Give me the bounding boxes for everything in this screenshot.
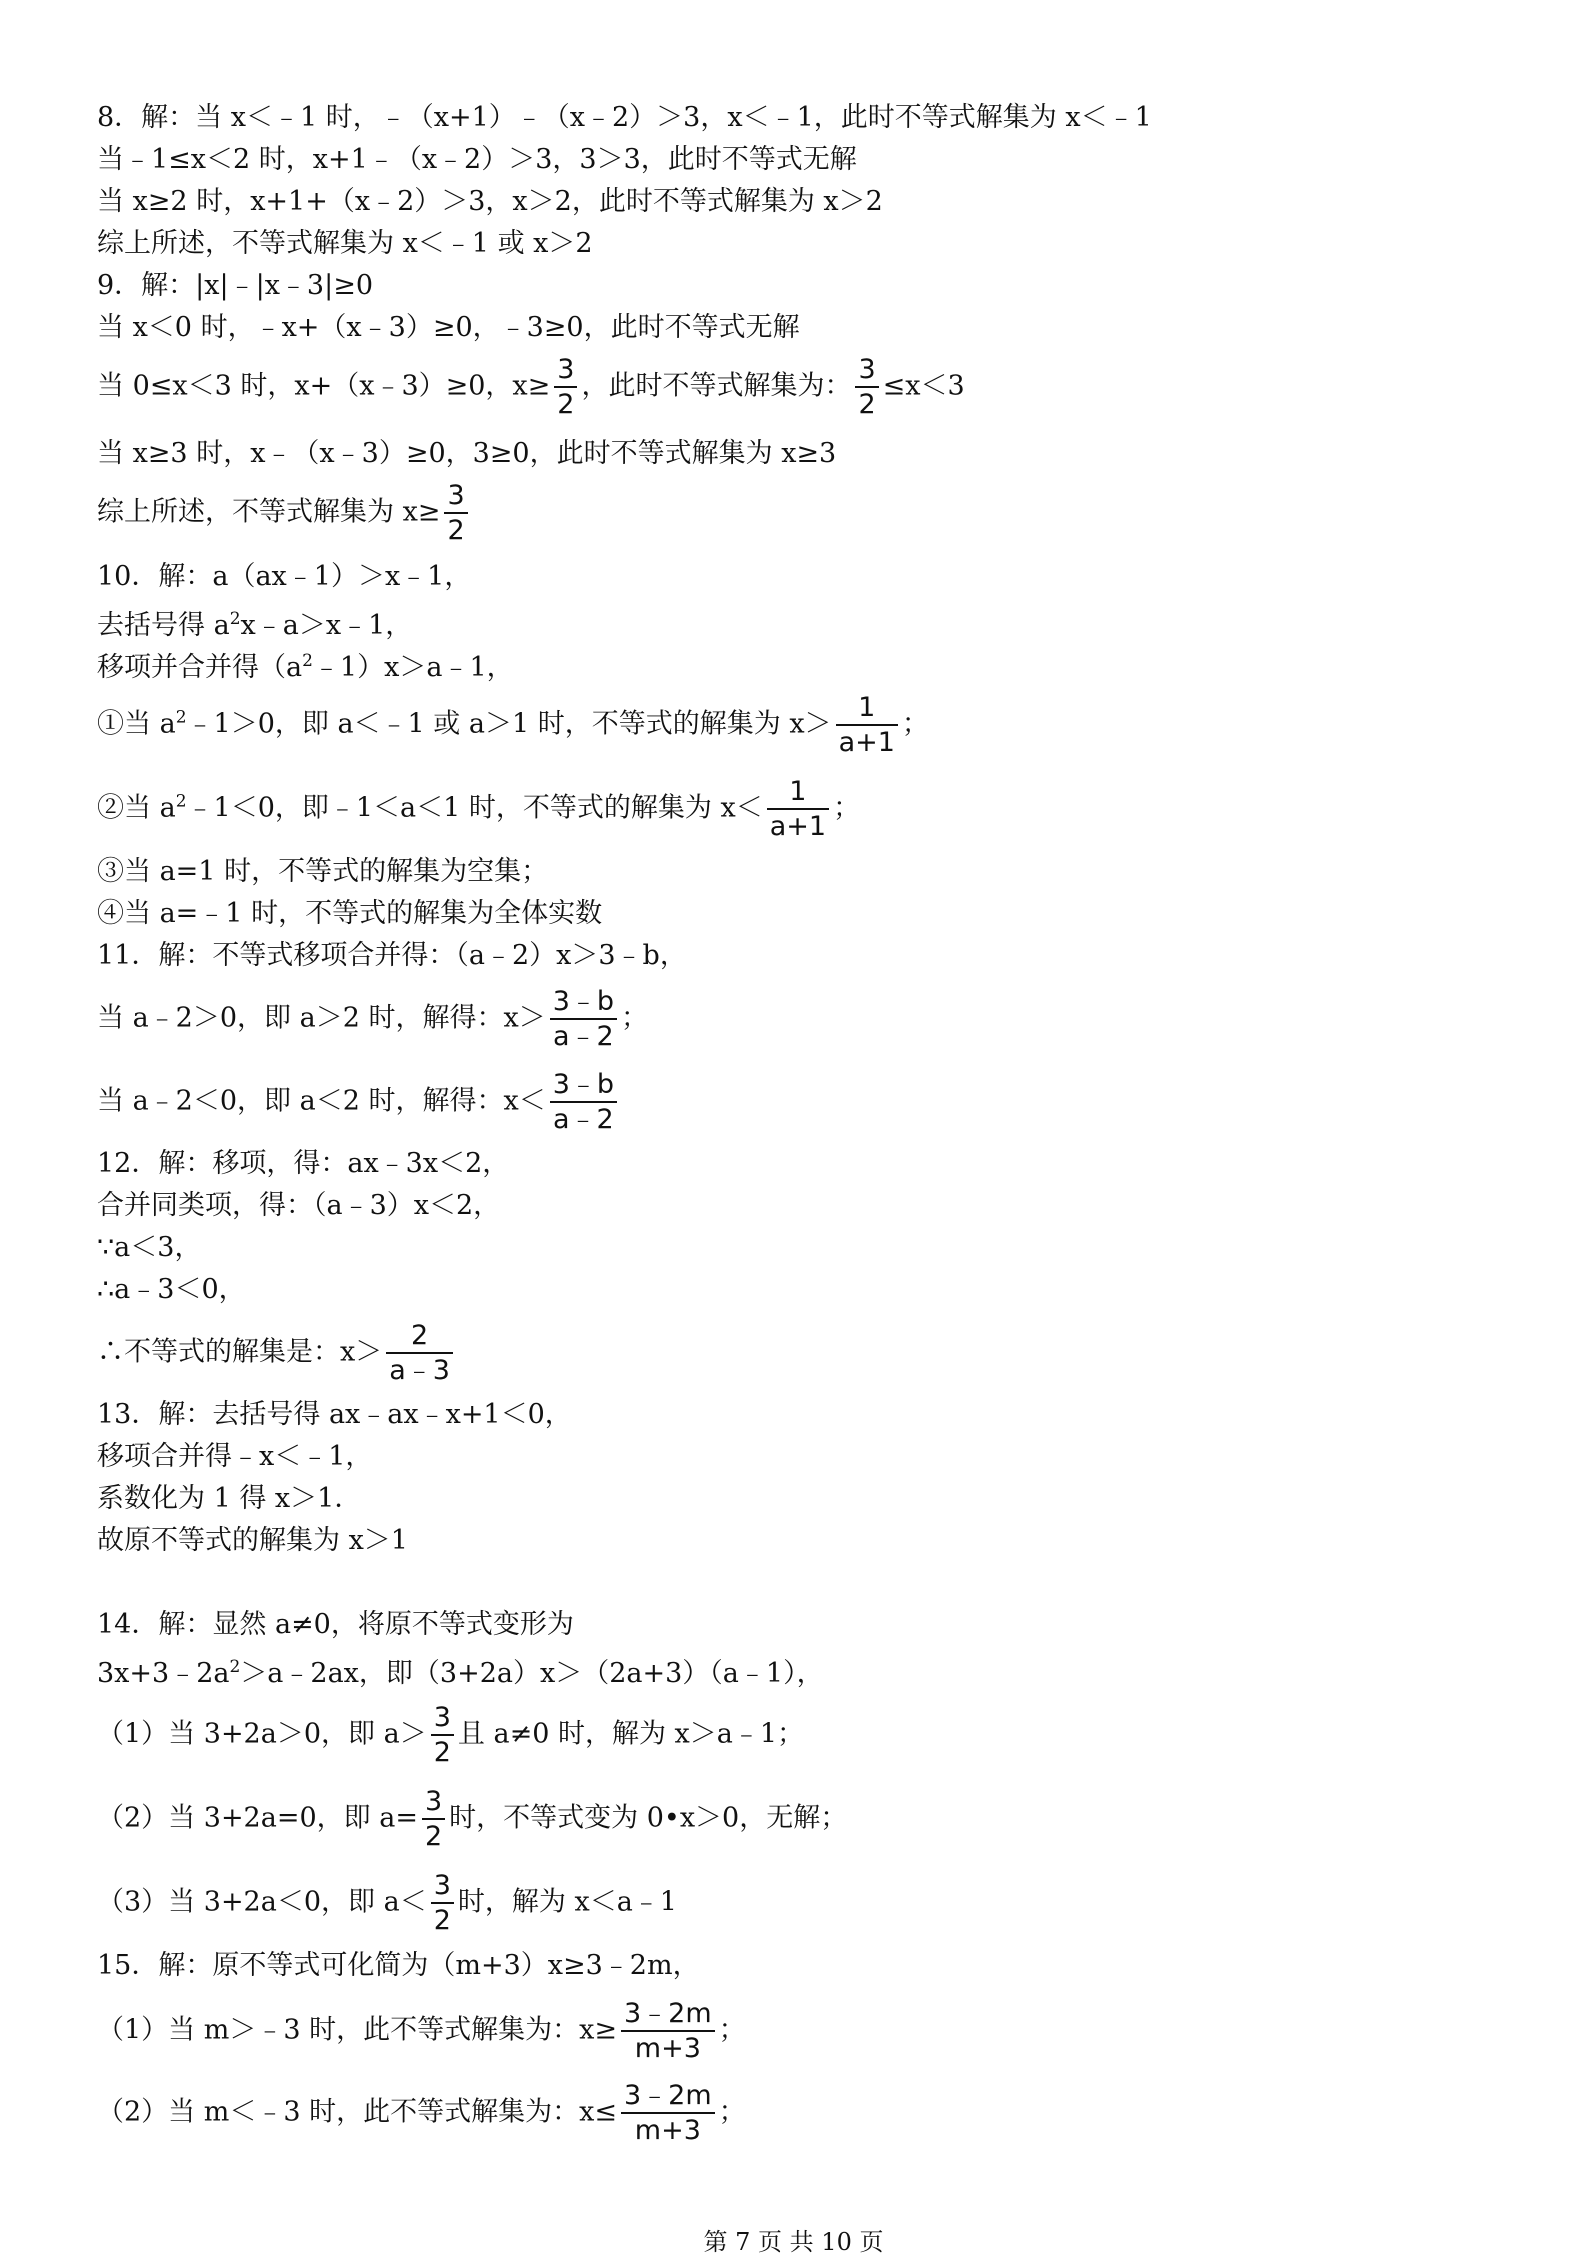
superscript: 2 xyxy=(302,651,313,671)
fraction-numerator: 3 xyxy=(447,480,465,511)
fraction xyxy=(550,1071,617,1133)
solution-12-conclusion xyxy=(97,1322,1527,1384)
text-segment: 当 a﹣2＜0，即 a＜2 时，解得：x＜ xyxy=(97,1085,546,1117)
solution-10-line-1: 10．解：a（ax﹣1）＞x﹣1， xyxy=(97,561,472,592)
fraction-denominator: m+3 xyxy=(621,2030,715,2062)
text-segment: ﹣1＞0，即 a＜﹣1 或 a＞1 时，不等式的解集为 x＞ xyxy=(186,708,832,740)
fraction-denominator: a﹣2 xyxy=(550,1018,617,1050)
fraction xyxy=(621,2000,715,2062)
solution-12-line-2: 合并同类项，得：（a﹣3）x＜2， xyxy=(97,1190,501,1221)
fraction-numerator: 1 xyxy=(789,776,807,807)
solution-11-line-1: 11．解：不等式移项合并得：（a﹣2）x＞3﹣b， xyxy=(97,940,687,971)
solution-14-case-3 xyxy=(97,1872,1527,1934)
text-segment: （2）当 3+2a=0，即 a= xyxy=(97,1802,418,1834)
solution-15-line-1: 15．解：原不等式可化简为（m+3）x≥3﹣2m， xyxy=(97,1950,700,1981)
fraction-numerator: 3﹣b xyxy=(552,1069,615,1100)
fraction-denominator: a+1 xyxy=(767,808,829,840)
text-segment: ＞a﹣2ax，即（3+2a）x＞（2a+3）（a﹣1）， xyxy=(240,1658,824,1689)
text-segment: ∴不等式的解集是：x＞ xyxy=(97,1336,383,1368)
solution-8-line-3: 当 x≥2 时，x+1+（x﹣2）＞3，x＞2，此时不等式解集为 x＞2 xyxy=(97,186,883,217)
fraction-denominator: m+3 xyxy=(621,2112,715,2144)
fraction-numerator: 3 xyxy=(858,354,876,385)
text-segment: （1）当 m＞﹣3 时，此不等式解集为：x≥ xyxy=(97,2014,617,2046)
solution-9-line-2: 当 x＜0 时，﹣x+（x﹣3）≥0，﹣3≥0，此时不等式无解 xyxy=(97,312,800,343)
superscript: 2 xyxy=(175,791,187,812)
solution-11-case-1 xyxy=(97,988,1527,1050)
superscript: 2 xyxy=(229,1657,241,1677)
solution-13-line-1: 13．解：去括号得 ax﹣ax﹣x+1＜0， xyxy=(97,1399,572,1430)
solution-10-case-1 xyxy=(97,694,1527,756)
fraction xyxy=(431,1704,454,1766)
solution-15-case-2 xyxy=(97,2082,1527,2144)
text-segment: 当 0≤x＜3 时，x+（x﹣3）≥0，x≥ xyxy=(97,370,551,402)
text-segment: 移项并合并得（a xyxy=(97,652,303,683)
fraction xyxy=(444,482,467,544)
solution-9-conclusion xyxy=(97,482,1527,544)
solution-10-line-2 xyxy=(97,602,1527,643)
text-segment: 3x+3﹣2a xyxy=(97,1658,230,1689)
solution-13-line-3: 系数化为 1 得 x＞1． xyxy=(97,1483,362,1514)
text-segment: 且 a≠0 时，解为 x＞a﹣1； xyxy=(457,1718,805,1750)
text-segment: ； xyxy=(718,2014,746,2046)
fraction-numerator: 3 xyxy=(424,1786,443,1817)
text-segment: 去括号得 a xyxy=(97,610,230,641)
text-segment: 时，不等式变为 0•x＞0，无解； xyxy=(449,1802,848,1834)
fraction xyxy=(855,356,878,418)
fraction-denominator: 2 xyxy=(431,1902,454,1934)
superscript: 2 xyxy=(229,609,241,629)
fraction-numerator: 3 xyxy=(433,1702,451,1733)
fraction xyxy=(386,1322,453,1384)
solution-10-case-4: ④当 a=﹣1 时，不等式的解集为全体实数 xyxy=(97,898,603,929)
solution-12-line-4: ∴a﹣3＜0， xyxy=(97,1274,246,1305)
fraction xyxy=(554,356,577,418)
text-segment: ≤x＜3 xyxy=(882,370,965,402)
fraction-denominator: 2 xyxy=(444,512,467,544)
fraction xyxy=(422,1788,445,1850)
text-segment: （1）当 3+2a＞0，即 a＞ xyxy=(97,1718,427,1750)
text-segment: 综上所述，不等式解集为 x≥ xyxy=(97,496,441,528)
solution-13-line-2: 移项合并得﹣x＜﹣1， xyxy=(97,1441,373,1472)
solution-10-case-3: ③当 a=1 时，不等式的解集为空集； xyxy=(97,856,549,887)
text-segment: ①当 a xyxy=(97,708,176,740)
solution-14-case-2 xyxy=(97,1788,1527,1850)
fraction-numerator: 3﹣2m xyxy=(623,1998,712,2029)
solution-8-line-2: 当﹣1≤x＜2 时，x+1﹣（x﹣2）＞3，3＞3，此时不等式无解 xyxy=(97,144,857,175)
text-segment: ﹣1）x＞a﹣1， xyxy=(312,652,514,683)
text-segment: ； xyxy=(718,2096,746,2128)
page-footer: 第 7 页 共 10 页 xyxy=(703,2228,884,2256)
solution-9-line-3 xyxy=(97,356,1527,418)
text-segment: （2）当 m＜﹣3 时，此不等式解集为：x≤ xyxy=(97,2096,617,2128)
solution-8-line-1: 8．解：当 x＜﹣1 时，﹣（x+1）﹣（x﹣2）＞3，x＜﹣1，此时不等式解集为 x＜﹣1 xyxy=(97,102,1152,133)
text-segment: ﹣1＜0，即﹣1＜a＜1 时，不等式的解集为 x＜ xyxy=(186,792,763,824)
fraction xyxy=(550,988,617,1050)
text-segment: ，此时不等式解集为： xyxy=(581,370,852,402)
text-segment: 当 a﹣2＞0，即 a＞2 时，解得：x＞ xyxy=(97,1002,546,1034)
text-segment: ； xyxy=(621,1002,649,1034)
text-segment: ； xyxy=(901,708,929,740)
fraction-denominator: 2 xyxy=(422,1818,445,1850)
fraction-denominator: a+1 xyxy=(836,724,898,756)
solution-12-line-1: 12．解：移项，得：ax﹣3x＜2， xyxy=(97,1148,510,1179)
fraction xyxy=(836,694,898,756)
solution-14-line-2 xyxy=(97,1650,1527,1691)
text-segment: ； xyxy=(833,792,861,824)
text-segment: x﹣a＞x﹣1， xyxy=(240,610,413,641)
solution-9-line-1: 9．解：|x|﹣|x﹣3|≥0 xyxy=(97,270,373,301)
solution-14-line-1: 14．解：显然 a≠0，将原不等式变形为 xyxy=(97,1609,574,1640)
solution-8-conclusion: 综上所述，不等式解集为 x＜﹣1 或 x＞2 xyxy=(97,228,593,259)
solution-14-case-1 xyxy=(97,1704,1527,1766)
fraction xyxy=(431,1872,454,1934)
solution-12-line-3: ∵a＜3， xyxy=(97,1232,202,1263)
text-segment: （3）当 3+2a＜0，即 a＜ xyxy=(97,1886,427,1918)
fraction-denominator: 2 xyxy=(431,1734,454,1766)
fraction-numerator: 3﹣2m xyxy=(623,2080,712,2111)
solution-10-case-2 xyxy=(97,778,1527,840)
fraction-denominator: 2 xyxy=(855,386,878,418)
fraction-denominator: 2 xyxy=(554,386,577,418)
fraction-numerator: 1 xyxy=(858,692,876,723)
fraction-numerator: 3﹣b xyxy=(552,986,615,1017)
text-segment: ②当 a xyxy=(97,792,176,824)
solution-9-line-4: 当 x≥3 时，x﹣（x﹣3）≥0，3≥0，此时不等式解集为 x≥3 xyxy=(97,438,837,469)
fraction-numerator: 2 xyxy=(411,1320,429,1351)
fraction-denominator: a﹣2 xyxy=(550,1101,617,1133)
solution-13-conclusion: 故原不等式的解集为 x＞1 xyxy=(97,1525,408,1556)
solution-10-line-3 xyxy=(97,644,1527,685)
fraction-denominator: a﹣3 xyxy=(386,1352,453,1384)
solution-11-case-2 xyxy=(97,1071,1527,1133)
fraction xyxy=(767,778,829,840)
solution-15-case-1 xyxy=(97,2000,1527,2062)
fraction xyxy=(621,2082,715,2144)
text-segment: 时，解为 x＜a﹣1 xyxy=(457,1886,677,1918)
fraction-numerator: 3 xyxy=(557,354,575,385)
fraction-numerator: 3 xyxy=(433,1870,451,1901)
superscript: 2 xyxy=(175,707,187,728)
